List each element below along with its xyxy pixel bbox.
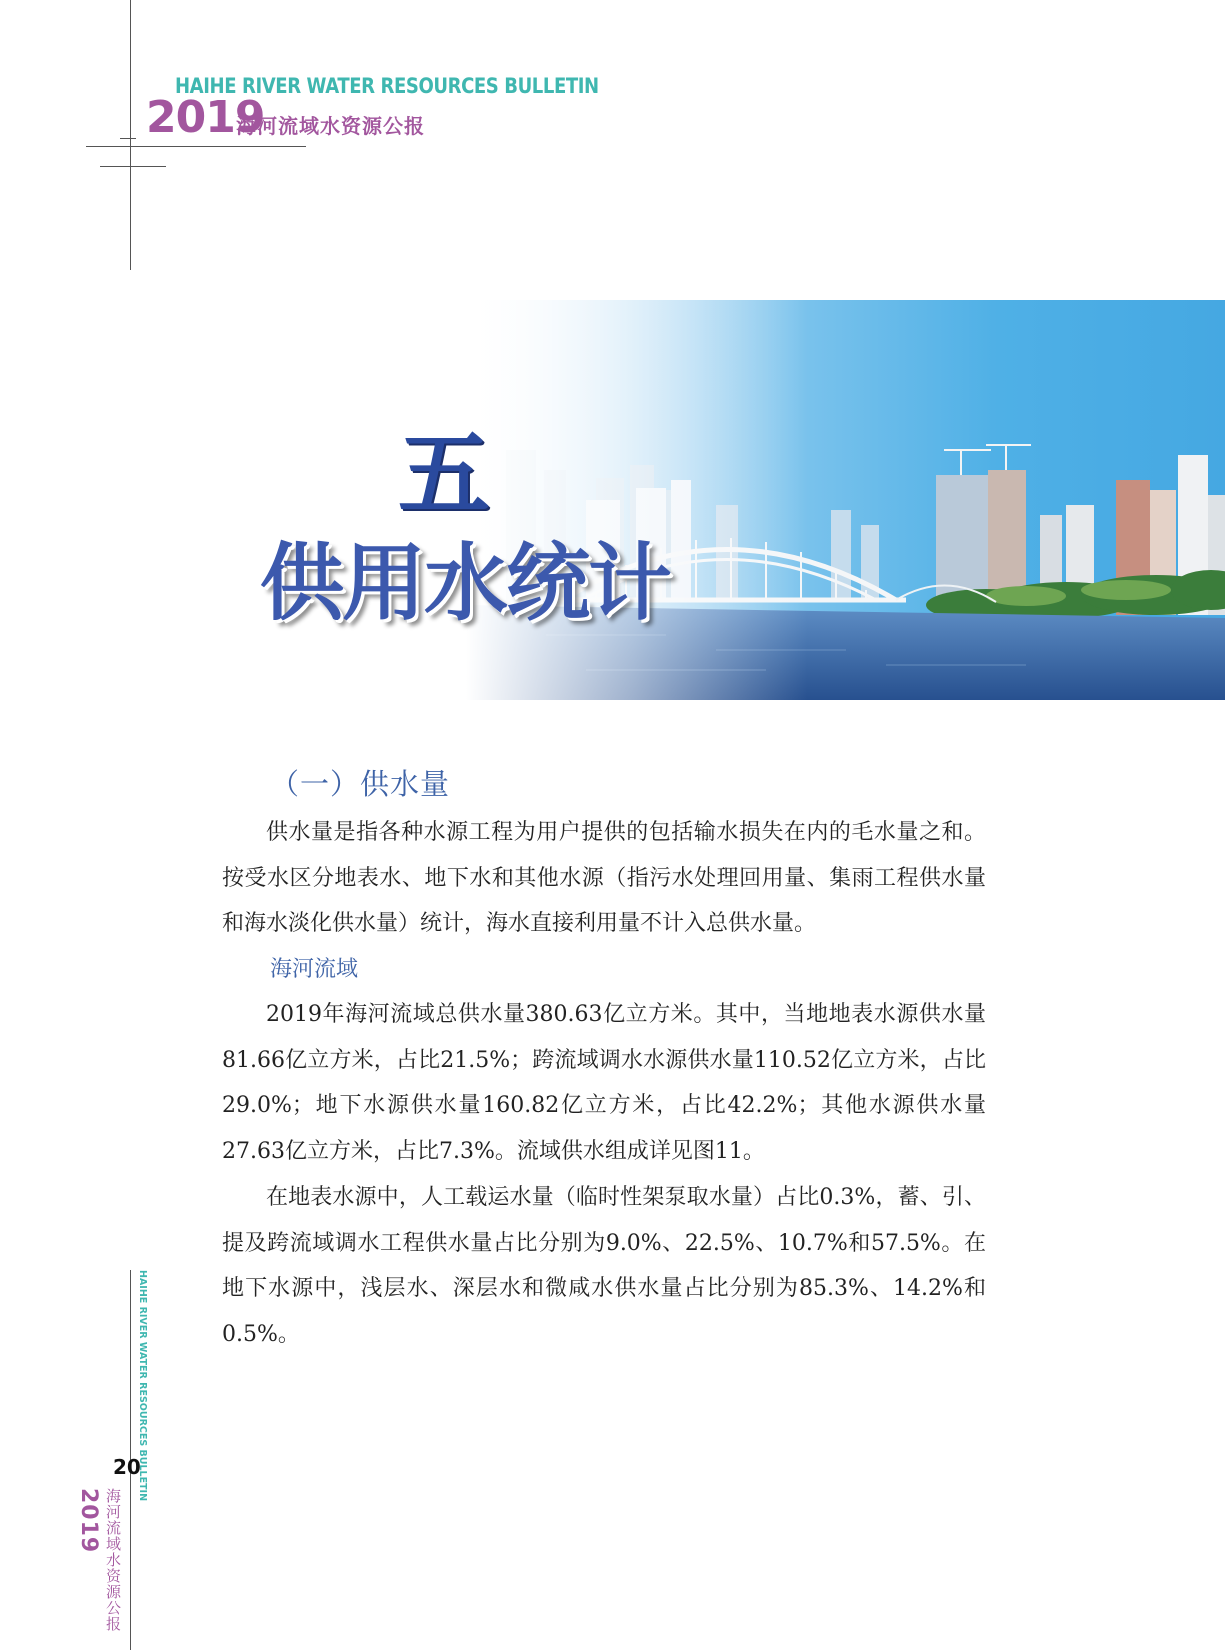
cityscape-illustration [466,300,1225,700]
header-year: 2019 [146,92,265,143]
header-horizontal-rule [86,146,306,147]
header-vertical-rule [130,0,131,270]
header-chinese-title: 海河流域水资源公报 [236,114,425,138]
basin-supply-paragraph: 2019年海河流域总供水量380.63亿立方米。其中，当地地表水源供水量81.66亿立方米，占比21.5%；跨流域调水水源供水量110.52亿立方米，占比29.0%；地下水源供水量160.82亿立方米，占比42.2%；其他水源供水量27.63亿立方米，占比7.3%。流域供水组成详见图11。 [222,1002,986,1164]
chapter-title: 供用水统计 [260,534,671,632]
section-title: （一）供水量 [270,767,451,801]
chapter-number: 五 [398,421,491,528]
sidebar-english-title: HAIHE RIVER WATER RESOURCES BULLETIN [137,1270,148,1502]
header-short-rule-bottom [100,166,166,167]
chapter-banner-image [466,300,1225,700]
header-english-title: HAIHE RIVER WATER RESOURCES BULLETIN [175,74,599,98]
sidebar-year: 2019 [76,1488,101,1554]
section-intro-paragraph: 供水量是指各种水源工程为用户提供的包括输水损失在内的毛水量之和。按受水区分地表水、地下水和其他水源（指污水处理回用量、集雨工程供水量和海水淡化供水量）统计，海水直接利用量不计入总供水量。 [222,820,986,936]
source-breakdown-paragraph: 在地表水源中，人工载运水量（临时性架泵取水量）占比0.3%，蓄、引、提及跨流域调水工程供水量占比分别为9.0%、22.5%、10.7%和57.5%。在地下水源中，浅层水、深层水和微咸水供水量占比分别为85.3%、14.2%和0.5%。 [222,1185,986,1347]
header-short-rule-top [120,138,136,139]
subsection-title: 海河流域 [270,957,359,982]
page-number: 20 [113,1455,141,1479]
sidebar-chinese-title: 海河流域水资源公报 [104,1488,122,1632]
